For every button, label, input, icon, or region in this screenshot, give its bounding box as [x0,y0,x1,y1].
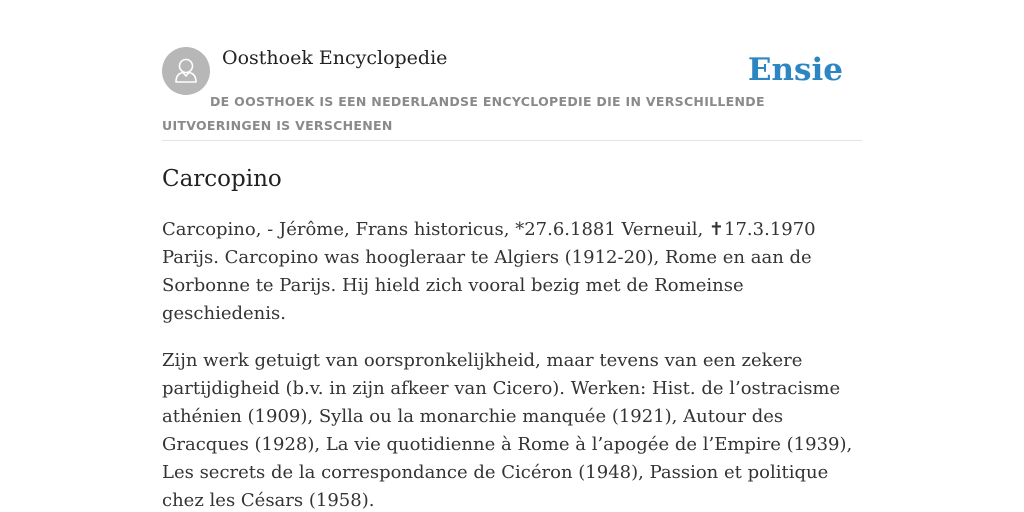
site-name[interactable]: Oosthoek Encyclopedie [222,47,448,69]
site-header [162,46,862,141]
user-avatar-icon[interactable] [162,47,210,95]
article-title: Carcopino [162,166,282,192]
article-paragraph: Zijn werk getuigt van oorspronkelijkheid, maar tevens van een zekere partijdigheid (b.v. in zijn afkeer van Cicero). Werken: Hist. de l’ostracisme athénien (1909), Sylla ou la monarchie manquée (1921), Autour des Gracques (1928), La vie quotidienne à Rome à l’apogée de l’Empire (1939), Les secrets de la correspondance de Cicéron (1948), Passion et politique chez les Césars (1958). [162,350,853,511]
site-tagline: DE OOSTHOEK IS EEN NEDERLANDSE ENCYCLOPEDIE DIE IN VERSCHILLENDE UITVOERINGEN IS VERSCHENEN [162,94,765,133]
article-paragraph: Carcopino, - Jérôme, Frans historicus, *27.6.1881 Verneuil, ✝17.3.1970 Parijs. Carcopino was hoogleraar te Algiers (1912-20), Rome en aan de Sorbonne te Parijs. Hij hield zich vooral bezig met de Romeinse geschiedenis. [162,219,816,324]
brand-logo[interactable]: Ensie [747,52,843,88]
article-body [162,216,864,512]
